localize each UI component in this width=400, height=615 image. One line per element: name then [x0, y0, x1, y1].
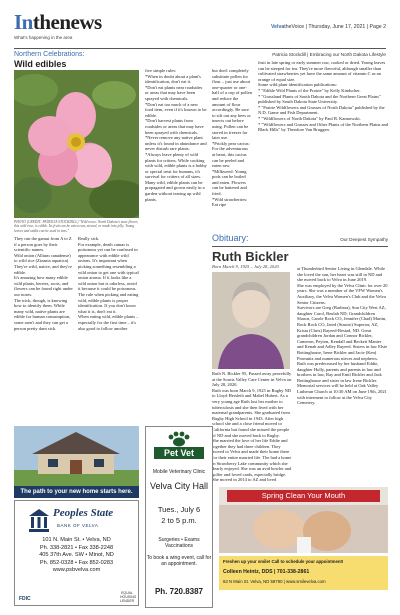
paragraph: They run the gamut from A to Z if a person goes by their scientific names.: [14, 236, 72, 253]
promo-address: 63 N Main St. Velva, ND 58790 | www.smilevelva.com: [223, 579, 326, 584]
photo-caption: PHOTO (CREDIT: PATRICIA STOCKDILL) "Wild roses: North Dakota's state flower, this wild rose, is edible. Its fruit can be eaten raw, stewed, or made into jelly. Young leaves and stalks can be used in teas.": [14, 220, 139, 233]
vet-services: Surgeries • Exams Vaccinations: [158, 537, 200, 549]
paragraph: *Don't eat plants near roadsides or areas that may have been sprayed with chemicals.: [145, 84, 203, 101]
bank-line: Ph. 338-2821 • Fax 338-2248: [39, 544, 114, 551]
paragraph: Many wild, edible plants can be propagated and grown easily in a garden without tearing up wild plants.: [145, 179, 205, 202]
wild-rose-photo: [14, 70, 139, 218]
obituary-bar: [212, 233, 388, 245]
fdic-logo: FDIC: [19, 596, 31, 602]
bank-logo: [27, 505, 127, 535]
paragraph: * "Wildflowers and Grasses and Other Plants of the Northern Plains and Black Hills" by Theodore Van Bruggen.: [258, 121, 389, 133]
promo-phone[interactable]: Colleen Heintz, DDS | 701-338-2861: [223, 569, 310, 575]
paragraph: When eating wild, edible plants – especially for the first time – it's also good to follow another: [78, 314, 139, 331]
paragraph: *Never remove any native plant unless it's found in abundance and never disturb rare plants.: [145, 135, 207, 152]
bank-line: 101 N. Main St. • Velva, ND: [42, 537, 111, 543]
paragraph: She married the love of her life Eddie and together they had three children. They moved to Velva and made their home there for their entire married life. The had a home in Strawberry Lake community which she dearly enjoyed. She was an avid bowler and golfer and loved cards, especially bridge. She moved in 2014 to AZ and lived: [212, 438, 292, 483]
bank-name: Peoples State: [53, 507, 114, 519]
dental-banner: Spring Clean Your Mouth: [227, 490, 380, 502]
paragraph: * "Grassland Plants of South Dakota and the Northern Great Plains" published by South Dakota State University.: [258, 93, 381, 105]
bank-line: 405 37th Ave. SW • Minot, ND: [39, 552, 114, 559]
story-column-4: [212, 68, 252, 208]
paragraph: Ruth was born March 9, 1925 in Rugby ND to Lloyd Hersleth and Mabel Hubert. As a very young age Ruth lost her mother to tuberculosis and she then lived with her maternal grandparents. She graduated from Rugby High School in 1943. After high school she and a close friend moved to California but found she missed the people of ND and she moved back to Rugby.: [212, 387, 292, 438]
house-ad[interactable]: [14, 426, 139, 498]
vet-service: Mobile Veterinary Clinic: [152, 469, 206, 475]
paragraph: Memorial services will be held at Oak Valley Lutheran Church at 10:30 AM on June 19th, 2021 with interment to follow at the Velva City Cemetery.: [297, 383, 387, 406]
paragraph: For example, death camas is poisonous yet can be confused in appearance with edible wild onions. It's important when picking something resembling a wild onion to get one with typical onion aroma. If it looks like a wild onion but is odorless, avoid it because it could be poisonous. The rule when picking and eating wild, edible plants is proper identification. If you don't know what it is, don't eat it.: [78, 241, 139, 314]
paragraph: Wild onion (Allium canadense) to wild rice (Zizania aquatica) They're wild, native, and they're edible.: [14, 252, 72, 275]
wild-rose-illustration: [14, 70, 139, 218]
resources-column: [258, 60, 388, 133]
story-headline: Wild edibles: [14, 59, 67, 69]
paragraph: *Milkweed: Young pods can be boiled and eaten. Flowers can be battered and fried.: [212, 168, 247, 197]
vet-hours: 2 to 5 p.m.: [161, 516, 197, 525]
portrait-illustration: [212, 272, 290, 369]
paragraph: five simple rules:: [145, 68, 177, 73]
bank-building-icon: [27, 507, 51, 533]
bank-ad[interactable]: [14, 500, 139, 606]
paragraph: Ruth was predeceased by her husband Eddie, daughter Holly, parents and parents in law and brothers in law, Ray and Emil Bickler and Jack Bottinghouse and sister in law Irene Bickler.: [297, 361, 382, 383]
brand-lead: In: [14, 10, 33, 34]
story-column-1: [14, 236, 74, 331]
obituary-column-right: [297, 266, 388, 406]
paragraph: * "Edible Wild Plants of the Prairie" by Kelly Kindscher.: [258, 87, 361, 93]
house-ad-slogan: The path to your new home starts here.: [14, 486, 139, 498]
brand-logo: [14, 10, 102, 34]
house-illustration: [14, 426, 139, 486]
brand-tail: thenews: [32, 10, 102, 34]
obituary-dates: Born March 9, 1925 – July 28, 2020: [212, 264, 279, 269]
pet-vet-logo: [154, 431, 204, 465]
paragraph: * "Wildflowers of North Dakota" by Paul B. Kannowski.: [258, 115, 361, 121]
paragraph: at Thunderbird Senior Living in Glendale. While she loved the sun, her heart was still in ND and she moved back to Velva in June 2019.: [297, 266, 385, 283]
obituary-name: Ruth Bickler: [212, 249, 289, 264]
bank-contact: [15, 537, 138, 575]
paragraph: It's amazing how many edible wild plants, berries, roots, and flowers can be found right under our noses.: [14, 275, 73, 297]
bank-line: Ph. 852-0328 • Fax 852-0283: [39, 559, 114, 566]
equal-housing-lender-icon: EQUAL HOUSING LENDER: [120, 591, 137, 603]
obituary-column-left: [212, 371, 292, 483]
tagline: What's happening in the area: [14, 35, 73, 40]
story-column-2: [78, 236, 140, 331]
issue-paper: Velva: [271, 24, 285, 30]
pet-vet-ad[interactable]: [145, 426, 213, 608]
dental-contact-ad[interactable]: [219, 556, 388, 590]
paragraph: * "Prairie Wildflowers and Grasses of North Dakota" published by the N.D. Game and Fish Department.: [258, 104, 385, 116]
obituary-portrait: [212, 272, 290, 369]
paragraph: *Prickly pear cactus: For the adventurous at heart, this cactus can be peeled and eaten raw.: [212, 140, 250, 169]
vet-note: To book a wing event, call for an appointment.: [146, 555, 212, 567]
vet-days: Tues., July 6: [157, 505, 201, 514]
bank-subname: BANK OF VELVA: [57, 523, 99, 528]
story-column-3: [145, 68, 207, 202]
paragraph: Really sick.: [78, 236, 100, 241]
masthead: [14, 10, 386, 46]
paragraph: Some wild plant identification publications:: [258, 82, 337, 88]
paragraph: The trick, though, is knowing how to identify them. While many wild, native plants are edible for human consumption, some aren't and they can get a person pretty darn sick.: [14, 297, 71, 331]
divider: [212, 246, 388, 247]
paragraph: *Don't harvest plants from roadsides or areas that may have been sprayed with chemicals.: [145, 118, 204, 135]
dental-ad[interactable]: [219, 487, 388, 553]
paragraph: but don't completely substitute pollen for flour – just use about one-quarter or one-half of a cup of pollen and reduce the amount of flour accordingly. Be sure to sift out any bees or insects out before using. Pollen can be stored in freezer for later use.: [212, 68, 252, 141]
obituary-subtitle: Our Deepest Sympathy: [340, 237, 388, 242]
paw-icon: [154, 431, 204, 447]
paragraph: *Wild strawberries: Eat ripe: [212, 196, 248, 208]
section-title: Northern Celebrations:: [14, 51, 85, 58]
paragraph: *Don't eat too much of a new food item, even if it's known to be edible.: [145, 101, 207, 118]
section-byline: Patricia Stockdill | Embracing our North Dakota Lifestyle: [272, 52, 386, 57]
promo-line: Freshen up your smile! Call to schedule your appointment!: [223, 559, 344, 564]
vet-location: Velva City Hall: [149, 481, 209, 491]
bank-website-link[interactable]: www.psbvelva.com: [52, 567, 101, 574]
paragraph: Ruth N. Bickler 95, Passed away peacefully at the Souris Valley Care Center in Velva on July 28, 2020.: [212, 371, 292, 388]
paragraph: fruit in late spring or early summer raw, cooked or dried. Young leaves can be steeped for tea. They're more flavorful, although smaller than cultivated strawberries yet have the same amount of vitamin C as an orange of equal size.: [258, 60, 386, 82]
issue-line: [271, 24, 386, 30]
paragraph: *Always leave plenty of wild plants for critters. While cooking with wild, edible plants is a hobby or special treat for humans, it's survival for critters of all sizes.: [145, 151, 207, 180]
section-bar: [14, 48, 386, 60]
paragraph: She was employed by the Velva Clinic for over 20 years. She was a member of the VFW Women's Auxiliary, the Velva Women's Club and the Velva Senior Citizens.: [297, 282, 388, 305]
paragraph: Survivors are Greg (Barbara), Sun City West AZ; daughter Carol, Beulah ND; Grandchildren Shawn, Carole Rock CO, Jennifer (Chad) Martin, Rock Rock CO, Jared (Stasiro) Superior, AZ, Krista (Chris) Rayeed-Bestad, ND. Great grandchildren Jordan and Connor Bickler, Cameron, Peyton, Kendall and Beckett Manier and Kenah and Adley Rayeed. Sisters in law Elsie Bottinghouse, Irene Bickler and Jacie (Ken) Promnitz and numerous nieces and nephews.: [297, 305, 388, 361]
vet-phone[interactable]: Ph. 720.8387: [154, 587, 204, 596]
paragraph: *When in doubt about a plant's identification, don't eat it.: [145, 73, 201, 85]
issue-rest: theVoice | Thursday, June 17, 2021 | Page 2: [284, 24, 386, 30]
obituary-title: Obituary:: [212, 233, 249, 243]
pet-vet-name: Pet Vet: [154, 447, 204, 459]
